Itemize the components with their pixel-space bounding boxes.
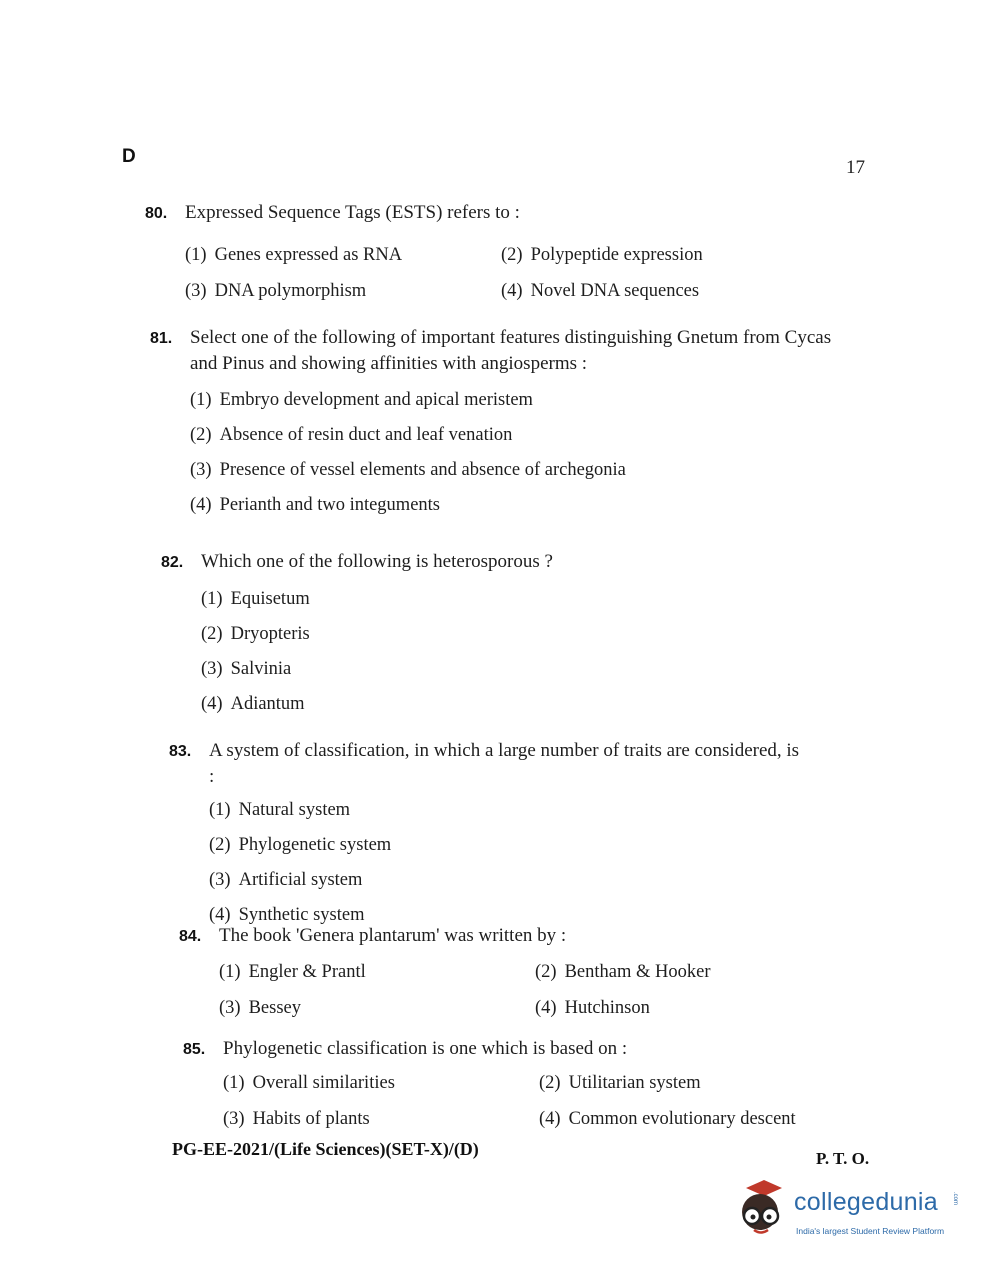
- option-4: (4) Novel DNA sequences: [501, 281, 700, 301]
- option-2: (2) Absence of resin duct and leaf venation: [190, 425, 513, 445]
- option-3: (3) DNA polymorphism: [185, 281, 367, 301]
- question-85: [183, 1036, 823, 1137]
- option-4: (4) Perianth and two integuments: [190, 495, 440, 515]
- question-82: [161, 549, 781, 722]
- set-letter: D: [122, 146, 136, 167]
- option-1: (1) Equisetum: [201, 589, 310, 609]
- question-text: Select one of the following of important features distinguishing Gnetum from Cycas and Pinus and showing affinities with angiosperms :: [190, 327, 832, 374]
- option-4: (4) Synthetic system: [209, 905, 365, 925]
- question-81: [150, 325, 862, 523]
- question-text: Phylogenetic classification is one which is based on :: [223, 1038, 628, 1059]
- option-2: (2) Phylogenetic system: [209, 835, 392, 855]
- mascot-icon: [734, 1178, 794, 1242]
- option-4: (4) Adiantum: [201, 694, 305, 714]
- option-1: (1) Overall similarities: [223, 1073, 395, 1093]
- question-83: [169, 738, 809, 933]
- collegedunia-watermark: [734, 1178, 974, 1242]
- question-text: Which one of the following is heterosporous ?: [201, 551, 553, 572]
- question-number: 80.: [145, 205, 168, 222]
- option-3: (3) Bessey: [219, 998, 301, 1018]
- option-4: (4) Hutchinson: [535, 998, 650, 1018]
- option-2: (2) Utilitarian system: [539, 1073, 701, 1093]
- question-number: 85.: [183, 1041, 206, 1058]
- question-number: 82.: [161, 554, 184, 571]
- question-80: [145, 200, 765, 309]
- option-1: (1) Genes expressed as RNA: [185, 245, 403, 265]
- option-2: (2) Dryopteris: [201, 624, 310, 644]
- logo-domain: .com: [952, 1192, 958, 1206]
- option-3: (3) Habits of plants: [223, 1109, 370, 1129]
- question-number: 81.: [150, 330, 173, 347]
- pto-marker: P. T. O.: [816, 1149, 870, 1168]
- paper-code: PG-EE-2021/(Life Sciences)(SET-X)/(D): [172, 1139, 479, 1159]
- question-text: A system of classification, in which a large number of traits are considered, is :: [209, 740, 800, 787]
- option-1: (1) Natural system: [209, 800, 351, 820]
- option-2: (2) Polypeptide expression: [501, 245, 703, 265]
- option-1: (1) Engler & Prantl: [219, 962, 366, 982]
- logo-tagline: India's largest Student Review Platform: [796, 1226, 945, 1236]
- option-2: (2) Bentham & Hooker: [535, 962, 711, 982]
- page-number: 17: [846, 157, 865, 178]
- option-1: (1) Embryo development and apical meristem: [190, 390, 533, 410]
- option-3: (3) Salvinia: [201, 659, 292, 679]
- option-4: (4) Common evolutionary descent: [539, 1109, 796, 1129]
- question-text: The book 'Genera plantarum' was written by :: [219, 925, 567, 946]
- question-number: 83.: [169, 743, 192, 760]
- question-number: 84.: [179, 928, 202, 945]
- logo-wordmark: collegedunia: [794, 1188, 938, 1216]
- option-3: (3) Artificial system: [209, 870, 363, 890]
- question-text: Expressed Sequence Tags (ESTS) refers to :: [185, 202, 520, 223]
- question-84: [179, 923, 819, 1026]
- option-3: (3) Presence of vessel elements and absence of archegonia: [190, 460, 626, 480]
